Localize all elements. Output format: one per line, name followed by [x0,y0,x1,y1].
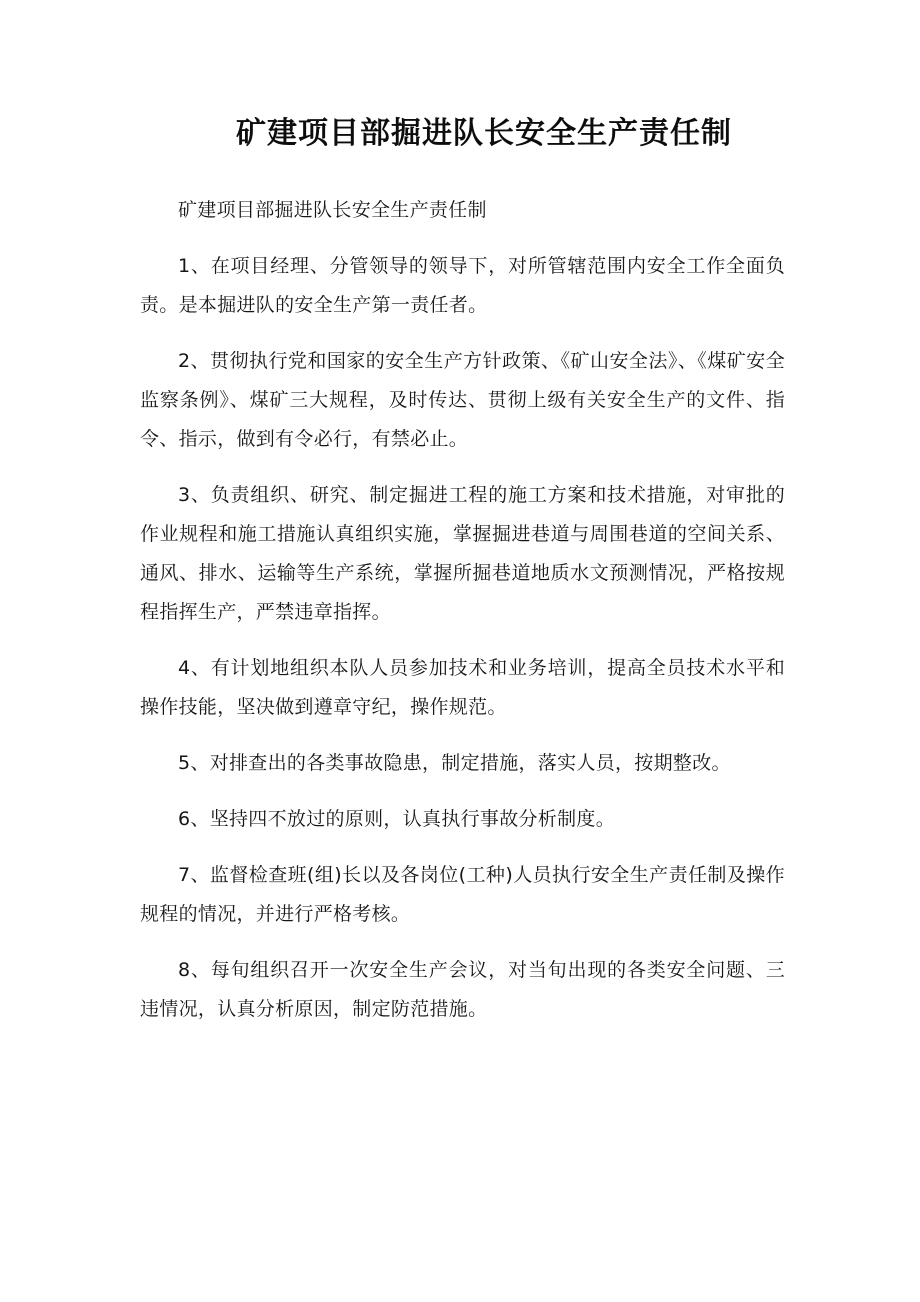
paragraph-item-7: 7、监督检查班(组)长以及各岗位(工种)人员执行安全生产责任制及操作规程的情况，并进行严格考核。 [140,864,785,925]
paragraph-item-1: 1、在项目经理、分管领导的领导下，对所管辖范围内安全工作全面负责。是本掘进队的安全生产第一责任者。 [140,255,785,316]
document-title: 矿建项目部掘进队长安全生产责任制 [236,116,732,151]
paragraph-subtitle: 矿建项目部掘进队长安全生产责任制 [178,199,487,221]
paragraph-item-3: 3、负责组织、研究、制定掘进工程的施工方案和技术措施，对审批的作业规程和施工措施认真组织实施，掌握掘进巷道与周围巷道的空间关系、通风、排水、运输等生产系统，掌握所掘巷道地质水文预测情况，严格按规程指挥生产，严禁违章指挥。 [140,484,785,623]
paragraph-item-5: 5、对排查出的各类事故隐患，制定措施，落实人员，按期整改。 [178,752,731,774]
document-title-container [0,108,920,160]
paragraph-item-8: 8、每旬组织召开一次安全生产会议，对当旬出现的各类安全问题、三违情况，认真分析原因，制定防范措施。 [140,959,785,1020]
document-body [140,191,785,1046]
paragraph-item-4: 4、有计划地组织本队人员参加技术和业务培训，提高全员技术水平和操作技能，坚决做到遵章守纪，操作规范。 [140,657,785,718]
paragraph-item-2: 2、贯彻执行党和国家的安全生产方针政策、《矿山安全法》、《煤矿安全监察条例》、煤矿三大规程，及时传达、贯彻上级有关安全生产的文件、指令、指示，做到有令必行，有禁必止。 [140,350,785,450]
paragraph-item-6: 6、坚持四不放过的原则，认真执行事故分析制度。 [178,808,615,830]
